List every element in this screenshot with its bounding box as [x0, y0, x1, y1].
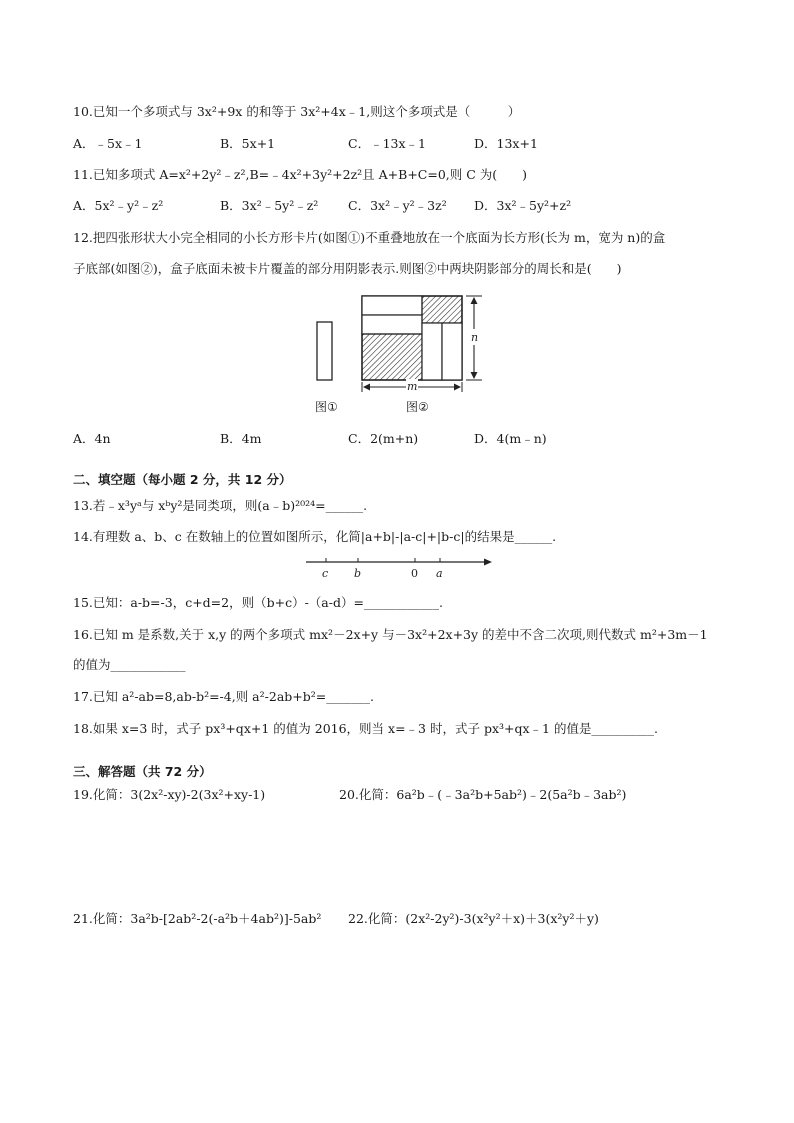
q14-label-b: b: [354, 567, 362, 580]
q11-stem: 11.已知多项式 A=x²+2y²﹣z²,B=﹣4x²+3y²+2z²且 A+B+C=0,则 C 为( ): [73, 167, 528, 182]
q12-line-2: 子底部(如图②)，盒子底面未被卡片覆盖的部分用阴影表示.则图②中两块阴影部分的周长和是( ): [73, 261, 622, 276]
q12-option-b: B．4m: [220, 431, 262, 446]
q12-dim-m-label: m: [407, 380, 418, 393]
q14-number-line: [306, 556, 492, 582]
q12-figure: [313, 294, 497, 419]
q10-option-a: A．﹣5x﹣1: [73, 136, 143, 151]
q13-stem: 13.若﹣x³yᵃ与 xᵇy²是同类项，则(a﹣b)²⁰²⁴=______.: [73, 498, 368, 513]
q20-stem: 20.化简：6a²b﹣(﹣3a²b+5ab²)﹣2(5a²b﹣3ab²): [339, 787, 627, 802]
q12-line-1: 12.把四张形状大小完全相同的小长方形卡片(如图①)不重叠地放在一个底面为长方形(长为 m，宽为 n)的盒: [73, 230, 666, 245]
q10-option-c: C．﹣13x﹣1: [348, 136, 426, 151]
q10-option-b: B．5x+1: [220, 136, 276, 151]
q12-option-c: C．2(m+n): [348, 431, 419, 446]
q15-stem: 15.已知：a-b=-3，c+d=2，则（b+c）-（a-d）=____________.: [73, 595, 443, 610]
q12-option-a: A．4n: [73, 431, 111, 446]
q12-shaded-top-right: [422, 296, 462, 323]
q22-stem: 22.化简：(2x²-2y²)-3(x²y²＋x)＋3(x²y²＋y): [348, 911, 599, 926]
q16-line-2: 的值为____________: [73, 657, 186, 672]
q12-fig2-label: 图②: [406, 400, 429, 414]
q11-option-b: B．3x²﹣5y²﹣z²: [220, 198, 319, 213]
q10-stem: 10.已知一个多项式与 3x²+9x 的和等于 3x²+4x﹣1,则这个多项式是（ ）: [73, 104, 521, 119]
q12-card-v1: [422, 323, 442, 380]
q10-option-d: D．13x+1: [474, 136, 538, 151]
q12-card-h2: [362, 315, 422, 334]
q14-label-c: c: [322, 567, 329, 580]
q12-fig1-card: [317, 322, 332, 380]
q19-stem: 19.化简：3(2x²-xy)-2(3x²+xy-1): [73, 787, 266, 802]
q12-option-d: D．4(m﹣n): [474, 431, 547, 446]
q21-stem: 21.化简：3a²b-[2ab²-2(-a²b＋4ab²)]-5ab²: [73, 911, 322, 926]
section-3-title: 三、解答题（共 72 分）: [73, 764, 212, 779]
q11-option-a: A．5x²﹣y²﹣z²: [73, 198, 164, 213]
q17-stem: 17.已知 a²-ab=8,ab-b²=-4,则 a²-2ab+b²=_______.: [73, 689, 374, 704]
q12-shaded-bottom-left: [362, 334, 422, 380]
q11-option-d: D．3x²﹣5y²+z²: [474, 198, 572, 213]
q12-fig1-label: 图①: [315, 400, 338, 414]
q14-axis-arrow: [484, 559, 492, 566]
q18-stem: 18.如果 x=3 时，式子 px³+qx+1 的值为 2016，则当 x=﹣3 时，式子 px³+qx﹣1 的值是__________.: [73, 721, 658, 736]
q16-line-1: 16.已知 m 是系数,关于 x,y 的两个多项式 mx²－2x+y 与－3x²+2x+3y 的差中不含二次项,则代数式 m²+3m－1: [73, 627, 708, 642]
q12-card-h1: [362, 296, 422, 315]
q14-label-0: 0: [411, 567, 418, 580]
section-2-title: 二、填空题（每小题 2 分，共 12 分）: [73, 472, 292, 487]
q11-option-c: C．3x²﹣y²﹣3z²: [348, 198, 447, 213]
q14-label-a: a: [436, 567, 443, 580]
q14-stem: 14.有理数 a、b、c 在数轴上的位置如图所示，化简|a+b|-|a-c|+|b-c|的结果是______.: [73, 529, 557, 544]
q12-card-v2: [442, 323, 462, 380]
q12-dim-n-label: n: [471, 331, 479, 344]
